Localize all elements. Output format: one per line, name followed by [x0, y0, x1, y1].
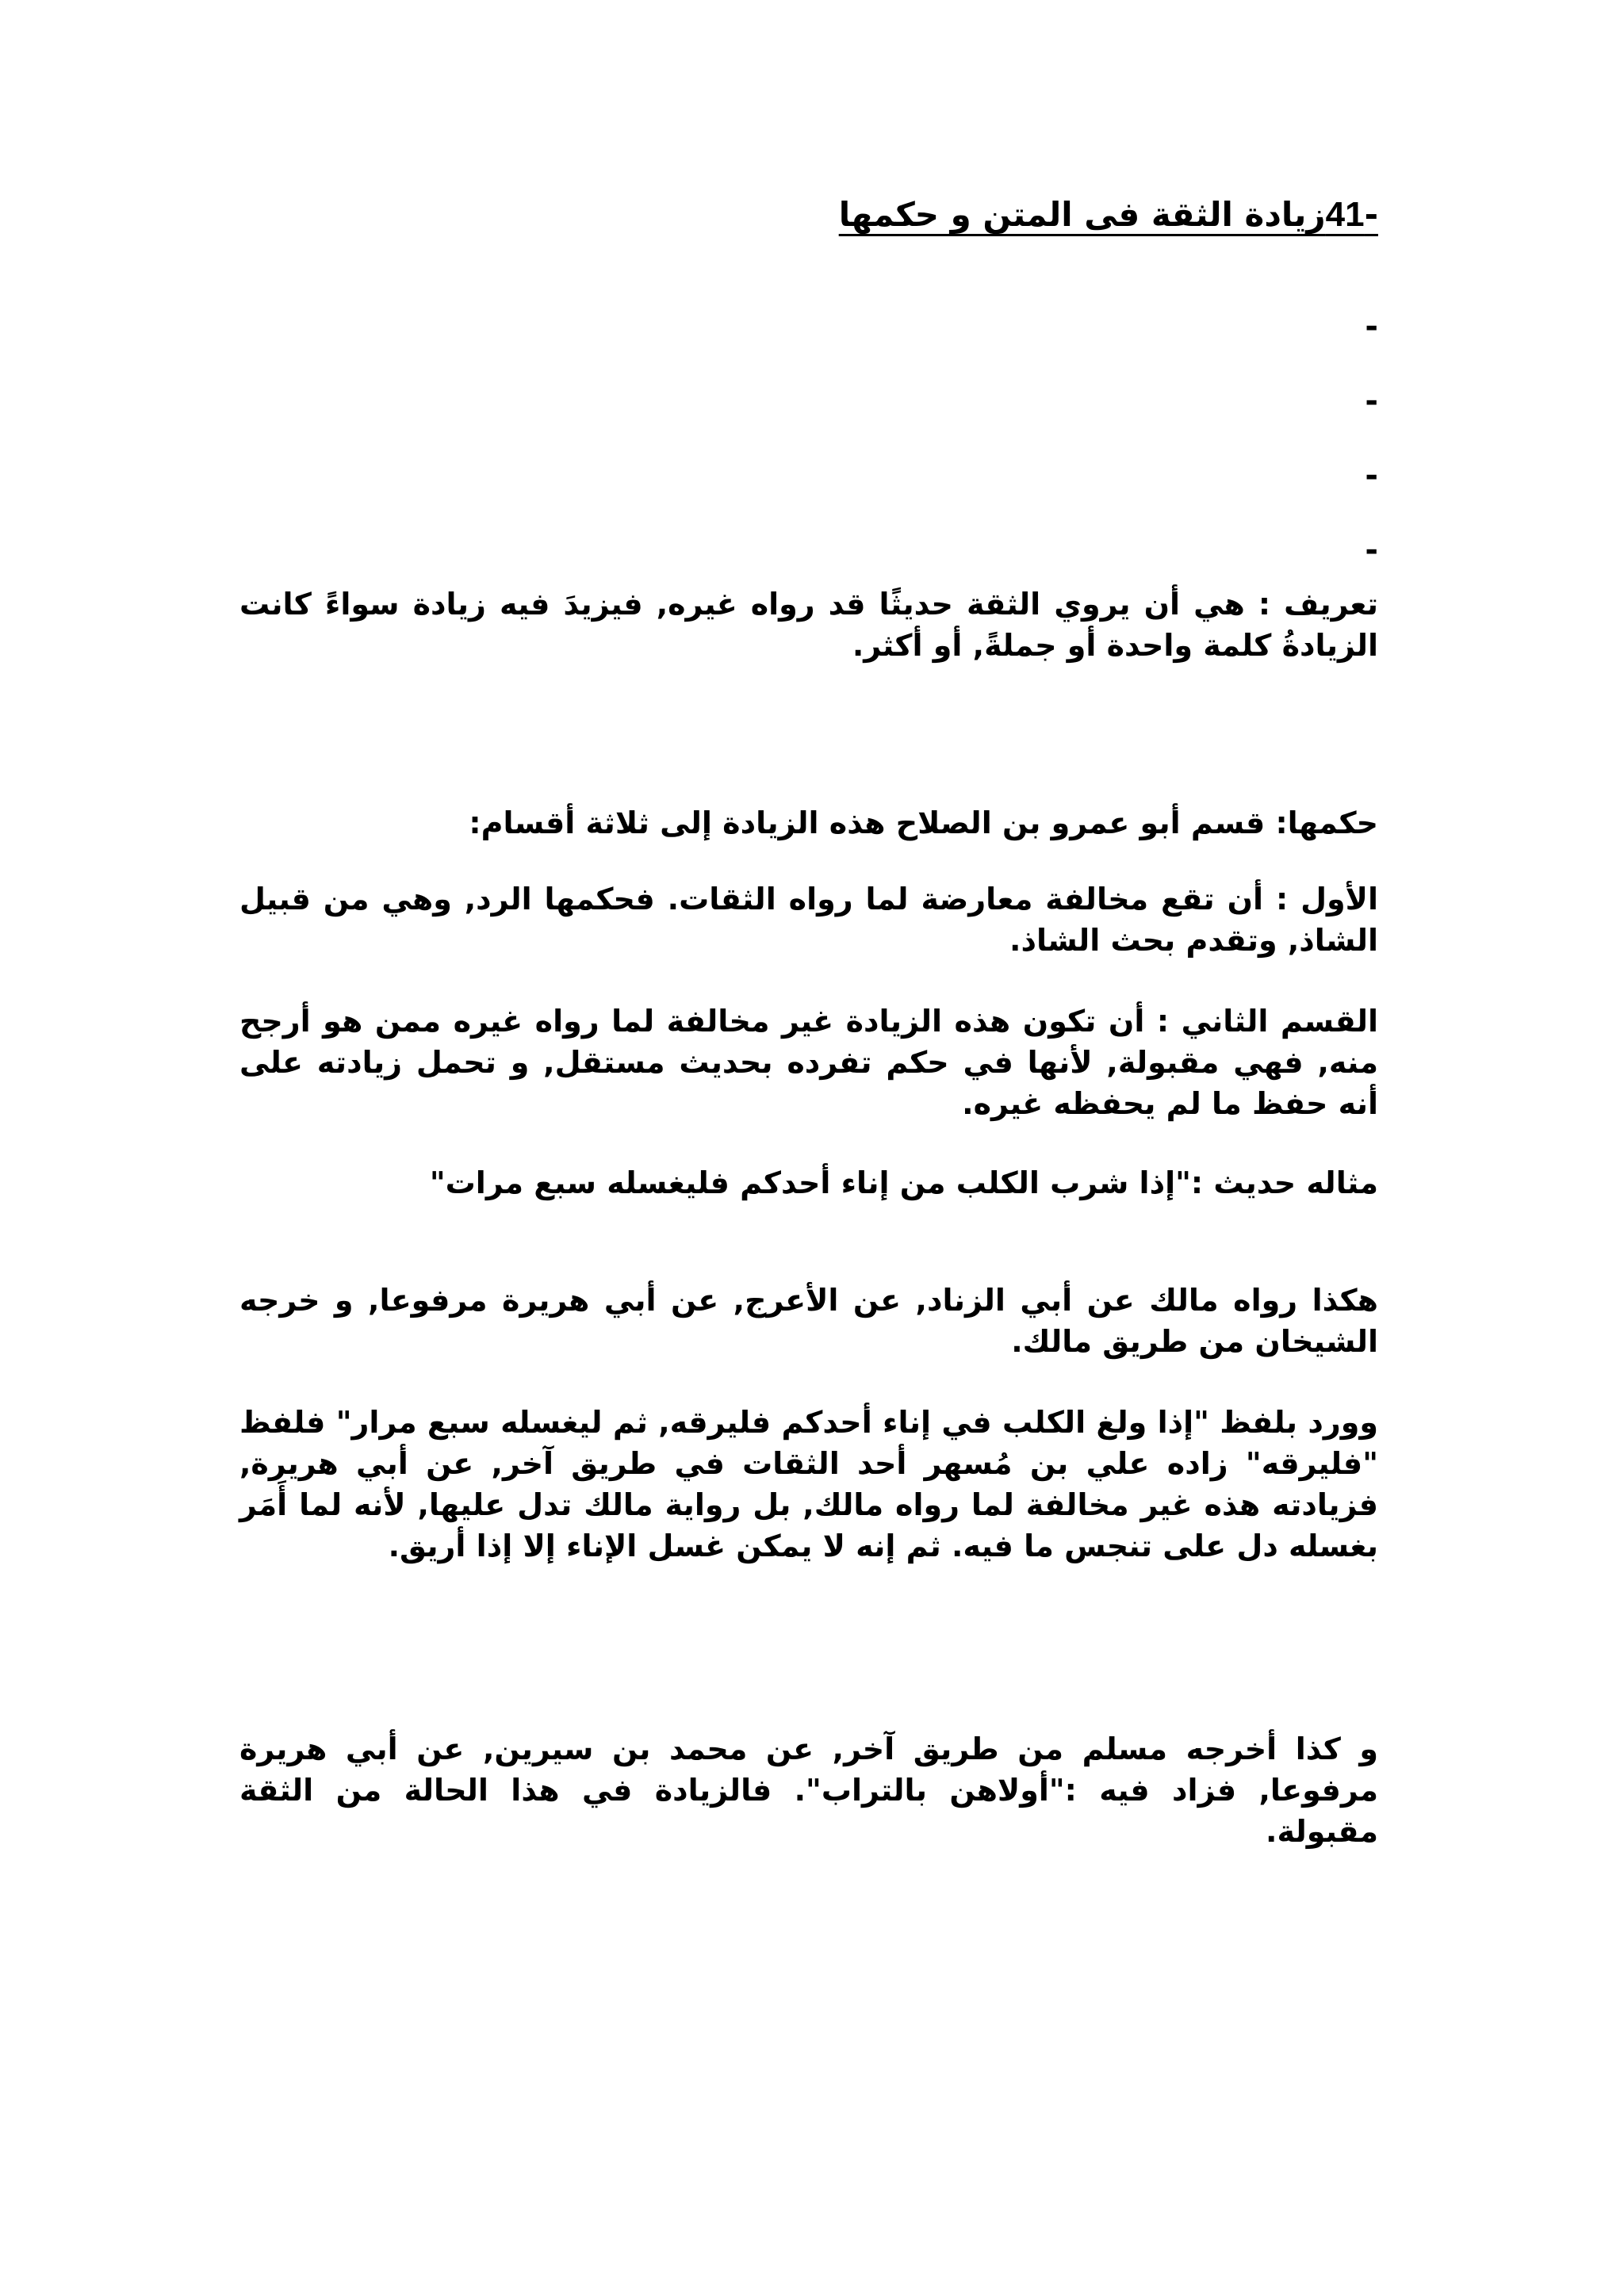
variant-wording-paragraph: وورد بلفظ "إذا ولغ الكلب في إناء أحدكم فليرقه, ثم ليغسله سبع مرار" فلفظ "فليرقه" زاده علي بن مُسهر أحد الثقات في طريق آخر, عن أبي هريرة, فزيادته هذه غير مخالفة لما رواه مالك, بل رواية مالك تدل عليها, لأنه لما أَمَر بغسله دل على تنجس ما فيه. ثم إنه لا يمكن غسل الإناء إلا إذا أريق. — [239, 1405, 1378, 1563]
empty-bullet-4: - — [1365, 532, 1378, 568]
ruling-intro-paragraph: حكمها: قسم أبو عمرو بن الصلاح هذه الزيادة إلى ثلاثة أقسام: — [469, 806, 1378, 840]
title-prefix: - — [1364, 195, 1378, 234]
first-section-paragraph: الأول : أن تقع مخالفة معارضة لما رواه الثقات. فحكمها الرد, وهي من قبيل الشاذ, وتقدم بحث الشاذ. — [239, 882, 1378, 958]
title-text: زيادة الثقة فى المتن و حكمها — [838, 195, 1326, 234]
example-narration-paragraph: هكذا رواه مالك عن أبي الزناد, عن الأعرج, عن أبي هريرة مرفوعا, و خرجه الشيخان من طريق مالك. — [239, 1283, 1378, 1359]
empty-bullet-1: - — [1365, 308, 1378, 345]
second-section-paragraph: القسم الثاني : أن تكون هذه الزيادة غير مخالفة لما رواه غيره ممن هو أرجح منه, فهي مقبولة, لأنها في حكم تفرده بحديث مستقل, و تحمل زيادته على أنه حفظ ما لم يحفظه غيره. — [239, 1004, 1378, 1121]
title-number: 41 — [1325, 195, 1365, 234]
empty-bullet-3: - — [1365, 457, 1378, 494]
muslim-narration-paragraph: و كذا أخرجه مسلم من طريق آخر, عن محمد بن سيرين, عن أبي هريرة مرفوعا, فزاد فيه :"أولاهن بالتراب". فالزيادة في هذا الحالة من الثقة مقبولة. — [239, 1732, 1378, 1849]
definition-paragraph: تعريف : هي أن يروي الثقة حديثًا قد رواه غيره, فيزيدَ فيه زيادة سواءً كانت الزيادةُ كلمة واحدة أو جملةً, أو أكثر. — [239, 587, 1378, 663]
example-hadith-paragraph: مثاله حديث :"إذا شرب الكلب من إناء أحدكم فليغسله سبع مرات" — [429, 1165, 1378, 1200]
section-title — [839, 195, 1378, 235]
empty-bullet-2: - — [1365, 383, 1378, 419]
